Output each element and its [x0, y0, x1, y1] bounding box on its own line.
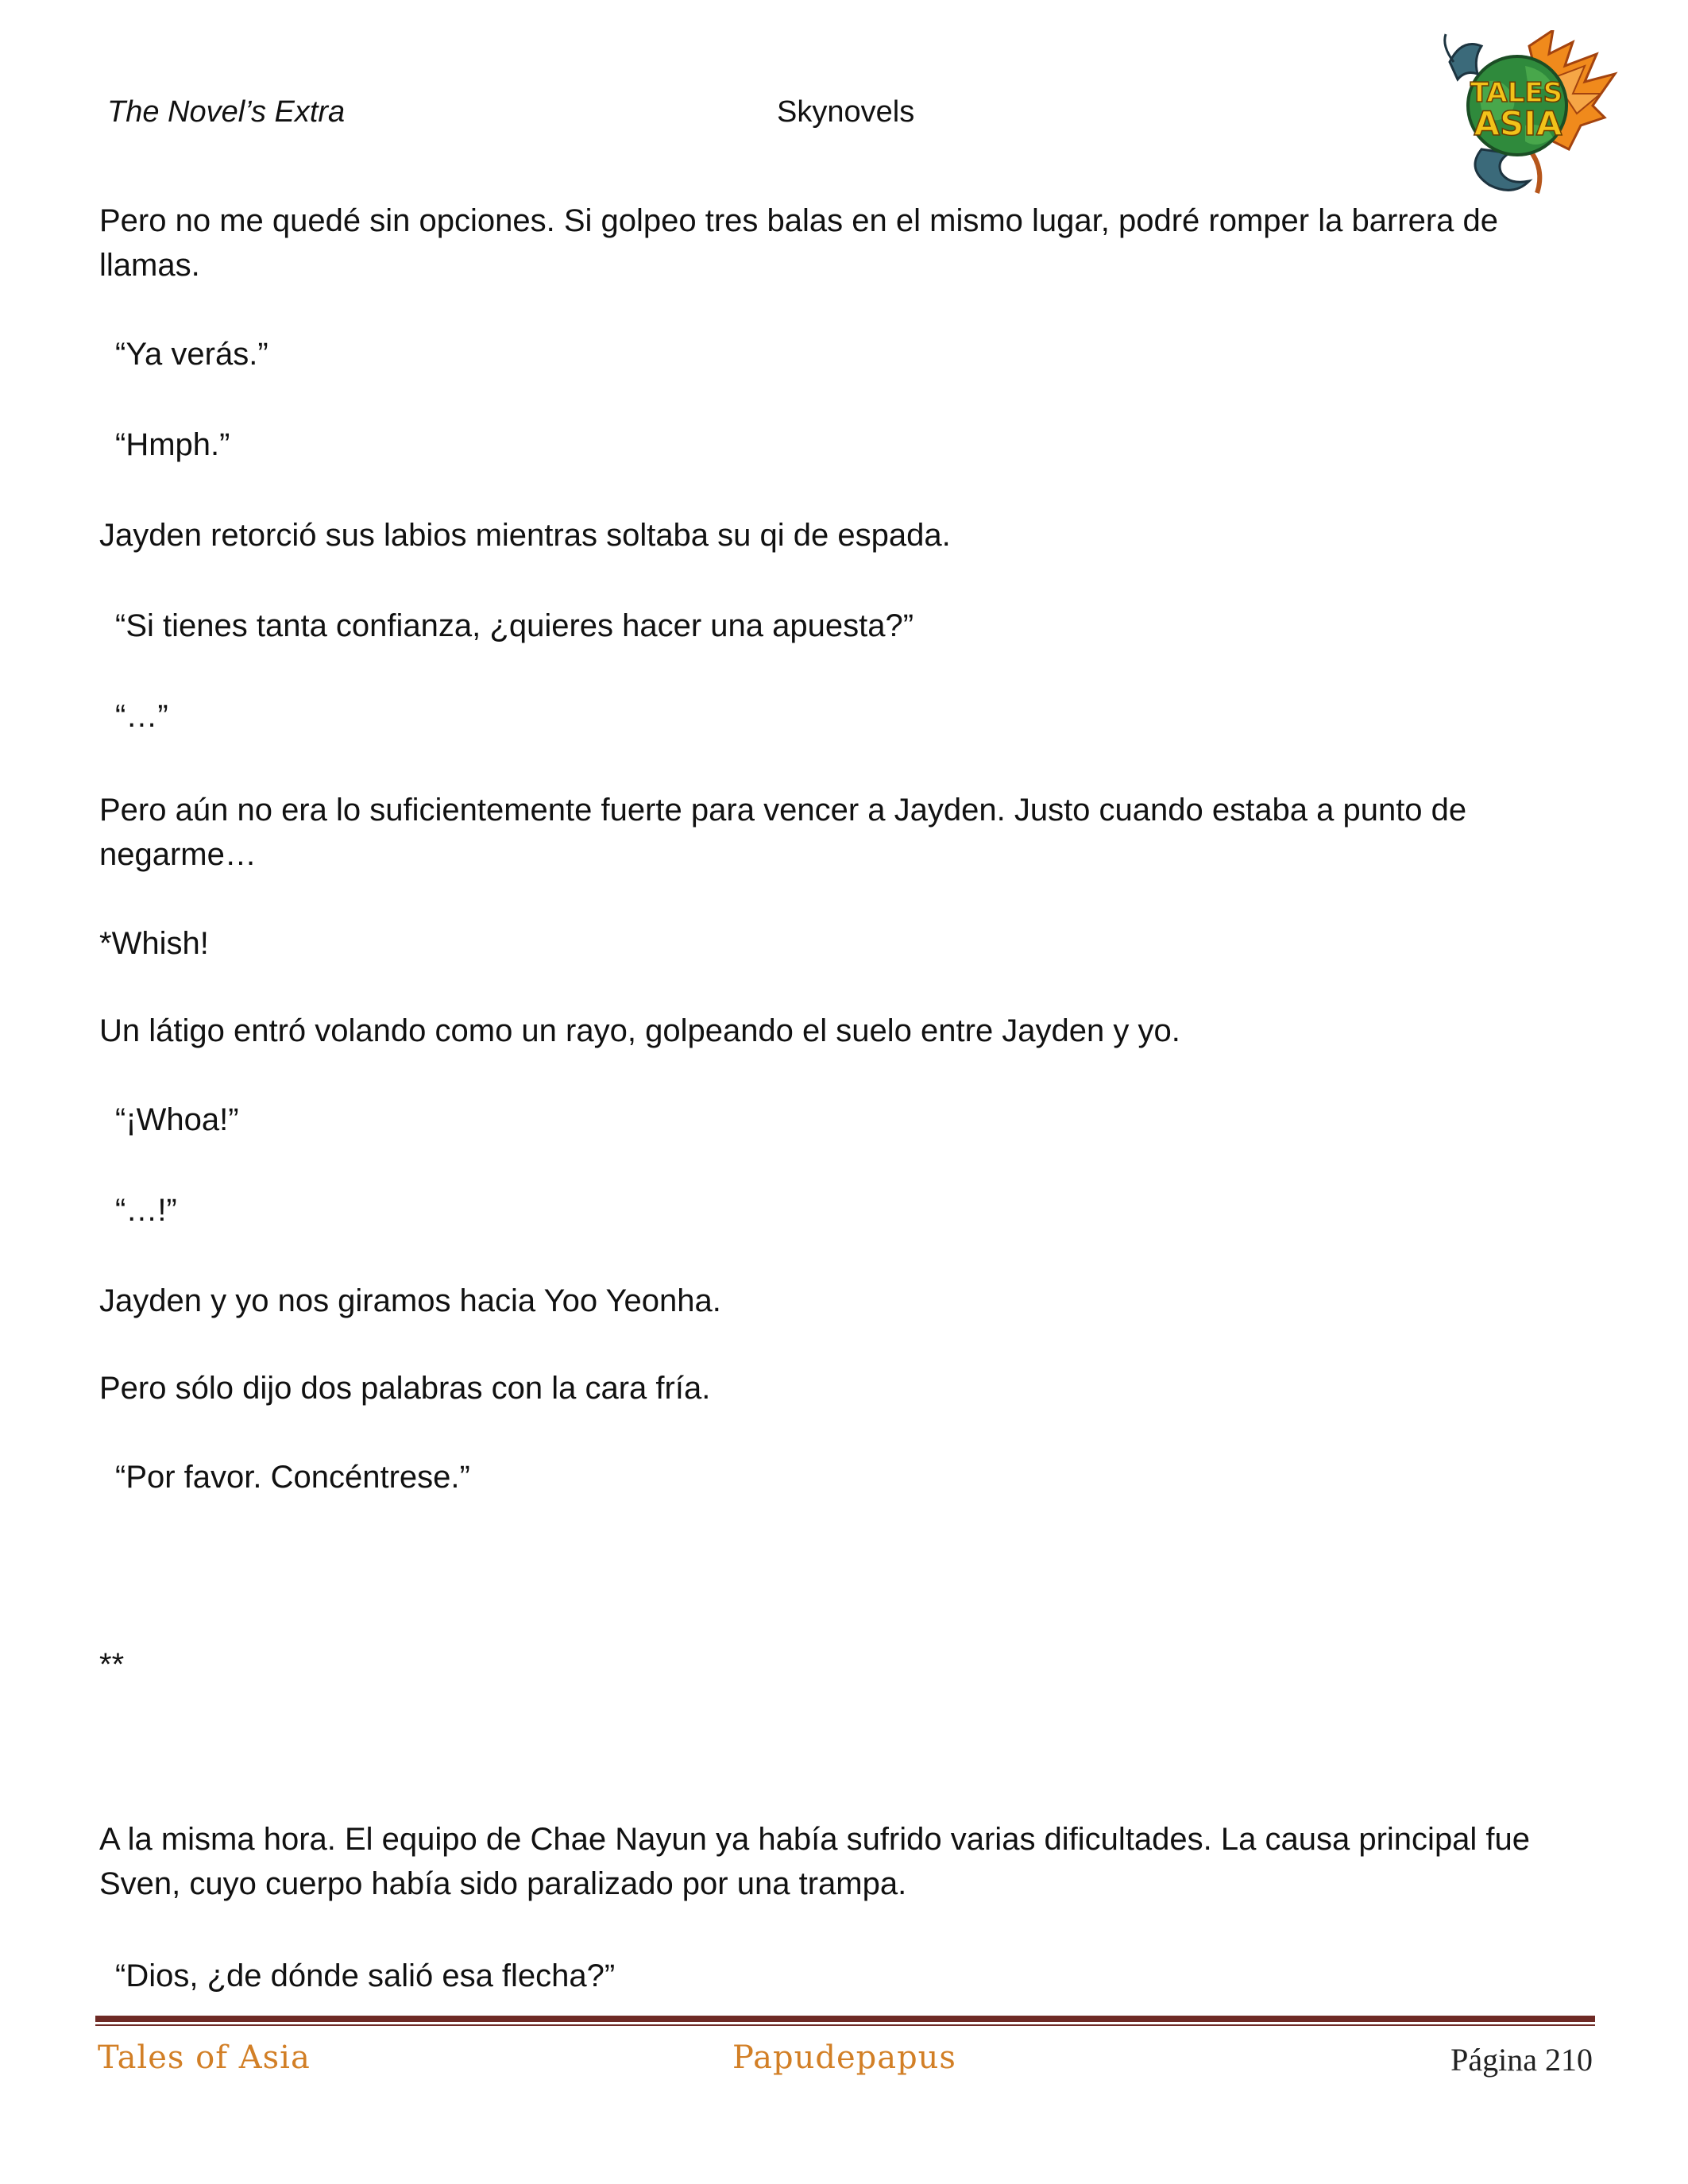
footer-rule-thin: [95, 2024, 1595, 2026]
tales-of-asia-logo: [1434, 30, 1618, 199]
paragraph-dialogue: “Hmph.”: [115, 427, 230, 462]
paragraph-dialogue: “Por favor. Concéntrese.”: [115, 1460, 470, 1495]
paragraph-narration: A la misma hora. El equipo de Chae Nayun ya había sufrido varias dificultades. La causa principal fue Sven, cuyo cuerpo había sido paralizado por una trampa.: [99, 1822, 1539, 1901]
paragraph-dialogue: “…!”: [115, 1193, 177, 1228]
paragraph-dialogue: “Dios, ¿de dónde salió esa flecha?”: [115, 1958, 616, 1993]
paragraph-dialogue: “¡Whoa!”: [115, 1102, 239, 1137]
paragraph-narration: Un látigo entró volando como un rayo, golpeando el suelo entre Jayden y yo.: [99, 1013, 1180, 1048]
paragraph-narration: Pero aún no era lo suficientemente fuerte para vencer a Jayden. Justo cuando estaba a punto de negarme…: [99, 793, 1476, 872]
paragraph-narration: Pero no me quedé sin opciones. Si golpeo tres balas en el mismo lugar, podré romper la barrera de llamas.: [99, 203, 1508, 283]
footer-source: Tales of Asia: [98, 2039, 311, 2076]
paragraph-dialogue: “Si tienes tanta confianza, ¿quieres hacer una apuesta?”: [115, 608, 914, 643]
paragraph-dialogue: “Ya verás.”: [115, 337, 268, 372]
paragraph-narration: Jayden retorció sus labios mientras soltaba su qi de espada.: [99, 518, 951, 553]
page-number: Página 210: [1450, 2042, 1593, 2078]
footer-rule: [95, 2016, 1595, 2022]
header-site-name: Skynovels: [777, 95, 915, 129]
logo-text-tales: TALES: [1470, 77, 1563, 109]
paragraph-narration: *Whish!: [99, 926, 209, 961]
footer-translator: Papudepapus: [732, 2039, 956, 2076]
logo-text-asia: ASIA: [1474, 104, 1562, 143]
paragraph-dialogue: “…”: [115, 699, 168, 734]
section-separator: **: [99, 1647, 125, 1682]
paragraph-narration: Jayden y yo nos giramos hacia Yoo Yeonha.: [99, 1283, 721, 1318]
header-novel-title: The Novel’s Extra: [107, 95, 346, 129]
paragraph-narration: Pero sólo dijo dos palabras con la cara fría.: [99, 1371, 711, 1406]
